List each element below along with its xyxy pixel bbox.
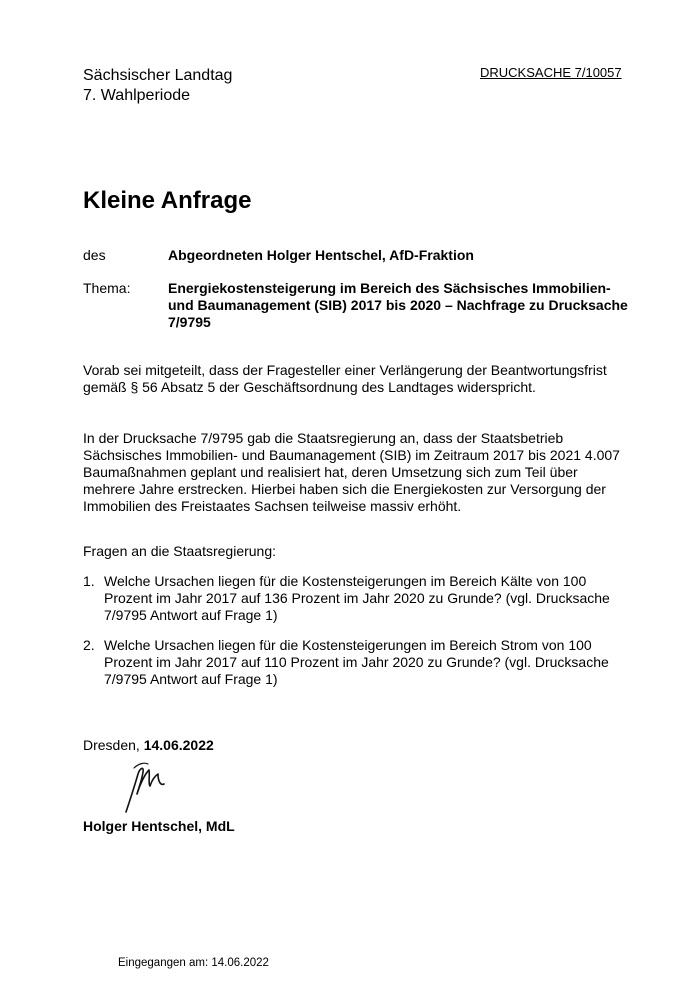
paragraph-line: Immobilien des Freistaates Sachsen teilweise massiv erhöht. — [83, 498, 462, 514]
question-line: Prozent im Jahr 2017 auf 110 Prozent im Jahr 2020 zu Grunde? (vgl. Drucksache — [104, 654, 609, 670]
place: Dresden, — [83, 737, 144, 753]
thema-line: und Baumanagement (SIB) 2017 bis 2020 – Nachfrage zu Drucksache — [168, 297, 628, 313]
paragraph-line: Baumaßnahmen geplant und realisiert hat, deren Umsetzung sich zum Teil über — [83, 464, 578, 480]
received-stamp: Eingegangen am: 14.06.2022 — [118, 957, 269, 969]
preface-paragraph — [83, 362, 643, 396]
thema-line: Energiekostensteigerung im Bereich des Sächsisches Immobilien- — [168, 280, 611, 296]
question-text — [104, 637, 644, 688]
document-title: Kleine Anfrage — [83, 187, 252, 214]
context-paragraph — [83, 430, 643, 515]
legislative-period: 7. Wahlperiode — [83, 87, 191, 104]
thema-label: Thema: — [83, 280, 131, 296]
thema-text — [168, 280, 638, 331]
question-number: 1. — [83, 573, 95, 589]
question-number: 2. — [83, 637, 95, 653]
questions-intro: Fragen an die Staatsregierung: — [83, 543, 277, 559]
paragraph-line: In der Drucksache 7/9795 gab die Staatsregierung an, dass der Staatsbetrieb — [83, 430, 564, 446]
author-name: Abgeordneten Holger Hentschel, AfD-Fraktion — [168, 247, 474, 263]
paragraph-line: gemäß § 56 Absatz 5 der Geschäftsordnung des Landtages widerspricht. — [83, 379, 536, 395]
thema-line: 7/9795 — [168, 314, 211, 330]
paragraph-line: Sächsisches Immobilien- und Baumanagement (SIB) im Zeitraum 2017 bis 2021 4.007 — [83, 447, 620, 463]
question-line: 7/9795 Antwort auf Frage 1) — [104, 607, 278, 623]
parliament-name: Sächsischer Landtag — [83, 67, 233, 84]
question-line: Prozent im Jahr 2017 auf 136 Prozent im Jahr 2020 zu Grunde? (vgl. Drucksache — [104, 590, 610, 606]
paragraph-line: Vorab sei mitgeteilt, dass der Fragesteller einer Verlängerung der Beantwortungsfrist — [83, 362, 607, 378]
document-number: DRUCKSACHE 7/10057 — [480, 65, 622, 80]
header-parliament — [83, 66, 232, 106]
signer-name: Holger Hentschel, MdL — [83, 818, 235, 834]
question-line: Welche Ursachen liegen für die Kostensteigerungen im Bereich Strom von 100 — [104, 637, 592, 653]
paragraph-line: mehrere Jahre erstrecken. Hierbei haben sich die Energiekosten zur Versorgung der — [83, 481, 606, 497]
question-text — [104, 573, 644, 624]
place-date — [83, 737, 643, 754]
question-line: Welche Ursachen liegen für die Kostensteigerungen im Bereich Kälte von 100 — [104, 573, 587, 589]
handwritten-signature — [118, 760, 170, 814]
des-label: des — [83, 247, 106, 263]
date: 14.06.2022 — [143, 737, 214, 753]
question-line: 7/9795 Antwort auf Frage 1) — [104, 671, 278, 687]
